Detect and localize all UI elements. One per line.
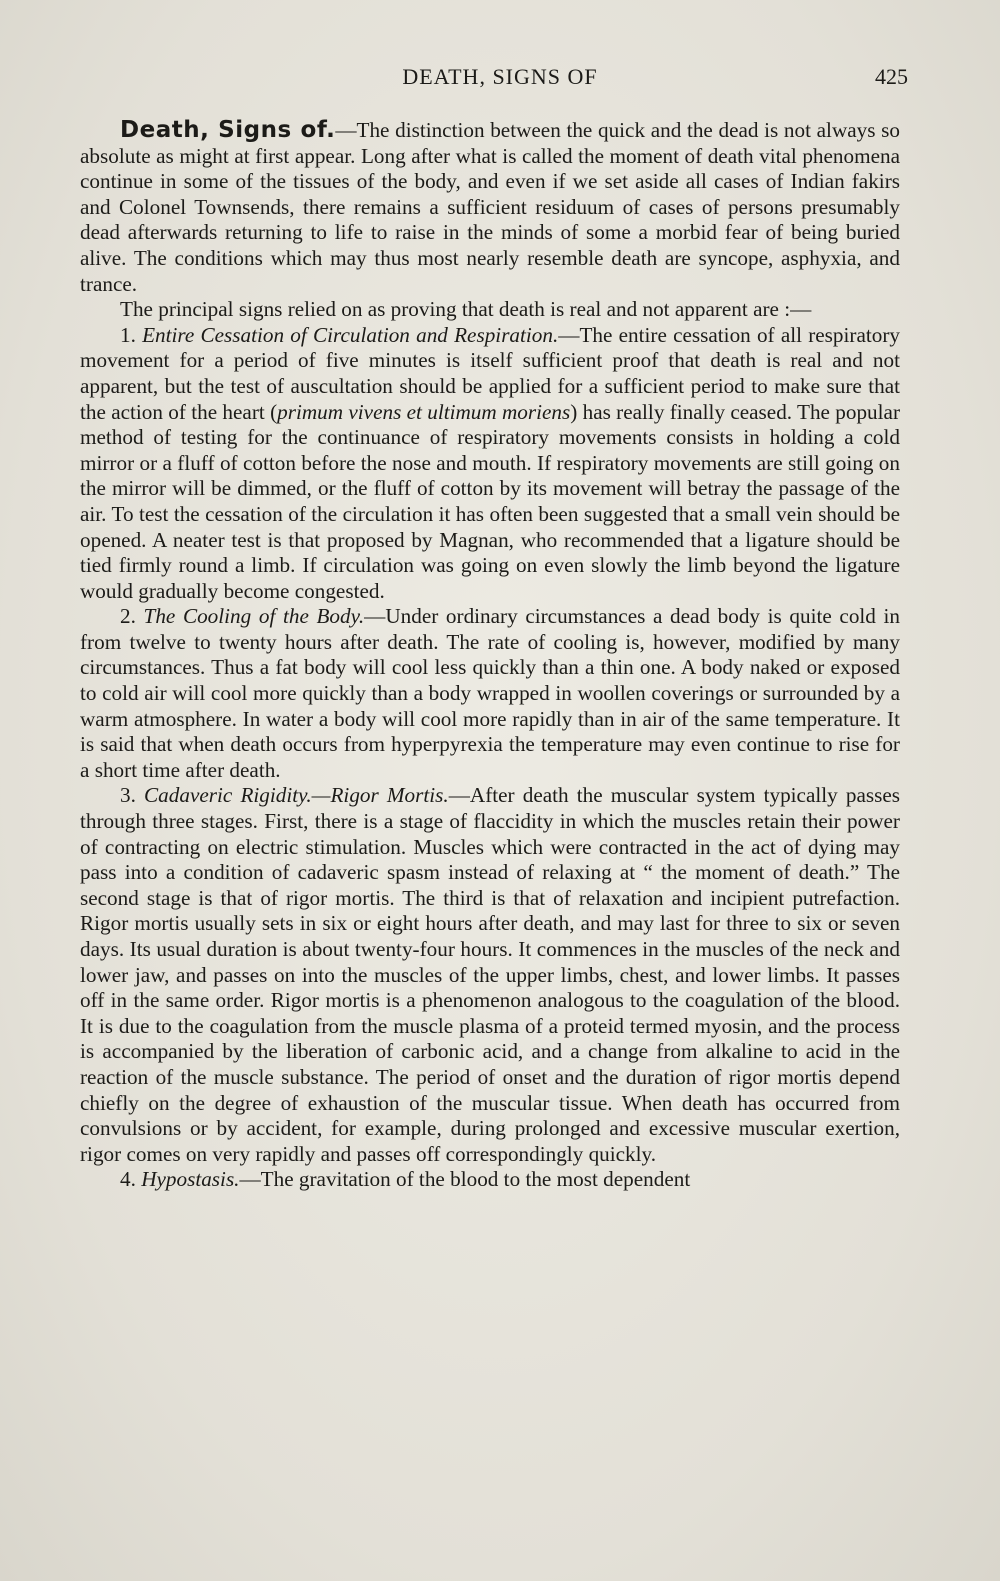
running-title: DEATH, SIGNS OF: [402, 64, 598, 89]
section-4-title: Hypostasis.: [141, 1167, 240, 1192]
section-3-paragraph: [80, 783, 900, 1167]
intro-text: —The distinction between the quick and the dead is not always so absolute as might at first appear. Long after what is called the moment of death vital phenomena continue in some of the tissues of the body, and even if we set aside all cases of Indian fakirs and Colonel Townsends, there remains a sufficient residuum of cases of persons presumably dead afterwards returning to life to raise in the minds of some a morbid fear of being buried alive. The conditions which may thus most nearly resemble death are syncope, asphyxia, and trance.: [80, 118, 900, 296]
running-head: [0, 64, 1000, 98]
section-2-number: 2.: [120, 604, 136, 629]
section-3-text: —After death the muscular system typically passes through three stages. First, there is a stage of flaccidity in which the muscles retain their power of contracting on electric stimulation. Muscles which were contracted in the act of dying may pass into a condition of cadaveric spasm instead of relaxing at “ the moment of death.” The second stage is that of rigor mortis. The third is that of relaxation and incipient putrefaction. Rigor mortis usually sets in six or eight hours after death, and may last for three to six or seven days. Its usual duration is about twenty-four hours. It commences in the muscles of the neck and lower jaw, and passes on into the muscles of the upper limbs, chest, and lower limbs. It passes off in the same order. Rigor mortis is a phenomenon analogous to the coagulation of the blood. It is due to the coagulation from the muscle plasma of a proteid termed myosin, and the process is accompanied by the liberation of carbonic acid, and a change from alkaline to acid in the reaction of the muscle substance. The period of onset and the duration of rigor mortis depend chiefly on the degree of exhaustion of the muscular tissue. When death has occurred from convulsions or by accident, for example, during prolonged and excessive muscular exertion, rigor comes on very rapidly and passes off correspondingly quickly.: [80, 783, 901, 1166]
section-2-title: The Cooling of the Body.: [143, 604, 365, 629]
section-3-number: 3.: [120, 783, 136, 808]
principal-paragraph: The principal signs relied on as proving that death is real and not apparent are :—: [120, 297, 812, 322]
entry-term: Death, Signs of.: [120, 117, 336, 143]
page-number: 425: [875, 64, 908, 89]
section-1-paragraph: [80, 323, 900, 605]
section-1-title: Entire Cessation of Circulation and Respiration.: [142, 322, 559, 347]
section-1-text-a: —The entire cessation of all respiratory movement for a period of five minutes is itself sufficient proof that death is real and not apparent, but the test of auscultation should be applied for a sufficient period to make sure that the action of the heart (: [80, 322, 900, 424]
section-2-text: —Under ordinary circumstances a dead body is quite cold in from twelve to twenty hours after death. The rate of cooling is, however, modified by many circumstances. Thus a fat body will cool less quickly than a thin one. A body naked or exposed to cold air will cool more quickly than a body wrapped in woollen coverings or surrounded by a warm atmosphere. In water a body will cool more rapidly than in air of the same temperature. It is said that when death occurs from hyperpyrexia the temperature may even continue to rise for a short time after death.: [80, 604, 901, 782]
section-1-number: 1.: [120, 322, 136, 347]
intro-paragraph: [80, 118, 900, 297]
section-2-paragraph: [80, 604, 900, 783]
section-3-title: Cadaveric Rigidity.—Rigor Mortis.: [144, 783, 449, 808]
section-4-number: 4.: [120, 1167, 136, 1192]
section-4-paragraph: [80, 1167, 900, 1193]
body-text: [80, 118, 900, 1193]
section-1-text-b: ) has really finally ceased. The popular method of testing for the continuance of respiratory movements consists in holding a cold mirror or a fluff of cotton before the nose and mouth. If respiratory movements are still going on the mirror will be dimmed, or the fluff of cotton by its movement will betray the passage of the air. To test the cessation of the circulation it has often been suggested that a small vein should be opened. A neater test is that proposed by Magnan, who recommended that a ligature should be tied firmly round a limb. If circulation was going on even slowly the limb beyond the ligature would gradually become congested.: [80, 399, 900, 603]
section-4-text: —The gravitation of the blood to the most dependent: [239, 1167, 691, 1192]
section-1-latin-phrase: primum vivens et ultimum moriens: [277, 399, 571, 424]
